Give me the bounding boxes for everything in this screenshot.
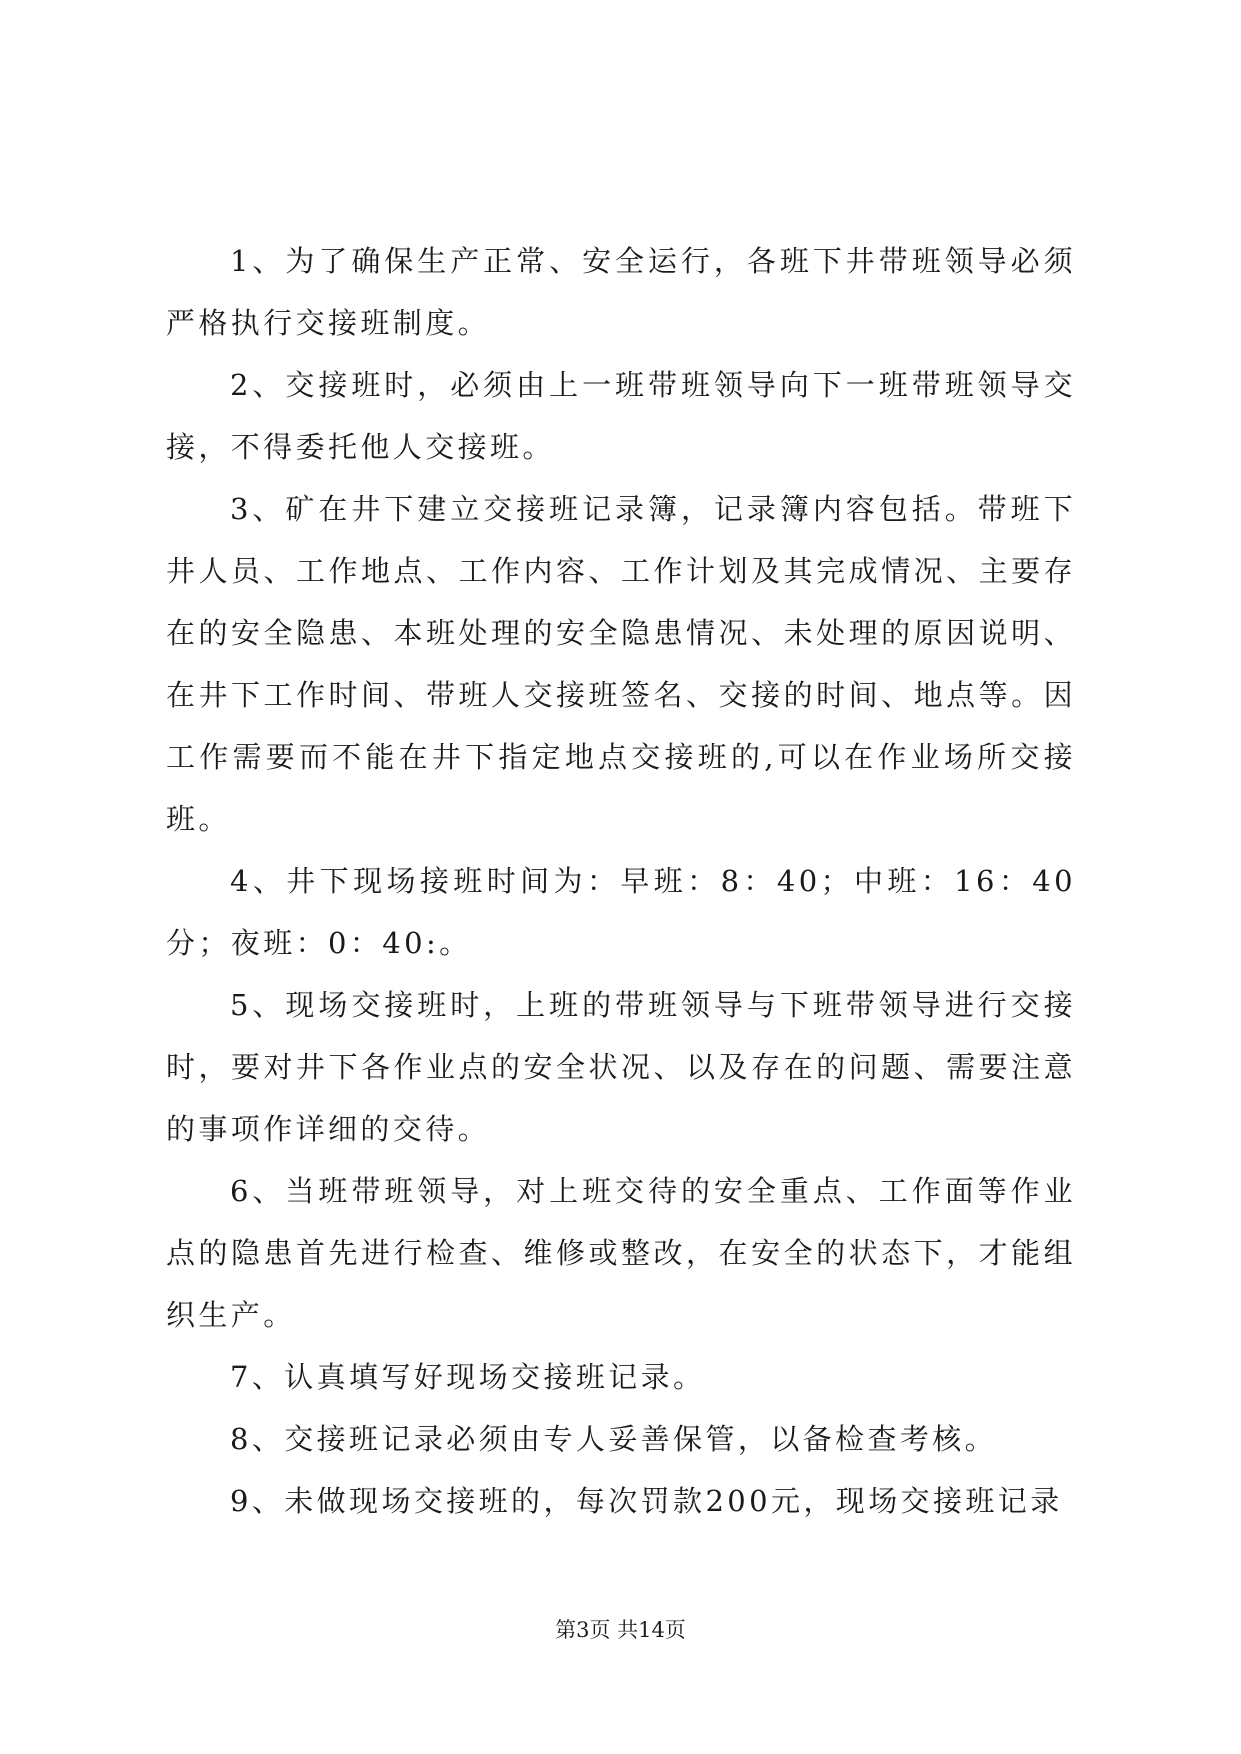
paragraph-1: 1、为了确保生产正常、安全运行，各班下井带班领导必须严格执行交接班制度。 — [166, 244, 1076, 340]
paragraph-4: 4、井下现场接班时间为：早班：8：40；中班：16：40分；夜班：0：40:。 — [166, 864, 1076, 960]
paragraph-2: 2、交接班时，必须由上一班带班领导向下一班带班领导交接，不得委托他人交接班。 — [166, 368, 1076, 464]
document-body — [166, 230, 1076, 1532]
paragraph-9: 9、未做现场交接班的，每次罚款200元，现场交接班记录 — [230, 1484, 1063, 1518]
paragraph-7: 7、认真填写好现场交接班记录。 — [230, 1360, 706, 1394]
paragraph-8: 8、交接班记录必须由专人妥善保管，以备检查考核。 — [230, 1422, 998, 1456]
paragraph-5: 5、现场交接班时，上班的带班领导与下班带领导进行交接时，要对井下各作业点的安全状况、以及存在的问题、需要注意的事项作详细的交待。 — [166, 988, 1076, 1146]
paragraph-6: 6、当班带班领导，对上班交待的安全重点、工作面等作业点的隐患首先进行检查、维修或整改，在安全的状态下，才能组织生产。 — [166, 1174, 1076, 1332]
paragraph-3: 3、矿在井下建立交接班记录簿，记录簿内容包括。带班下井人员、工作地点、工作内容、工作计划及其完成情况、主要存在的安全隐患、本班处理的安全隐患情况、未处理的原因说明、在井下工作时间、带班人交接班签名、交接的时间、地点等。因工作需要而不能在井下指定地点交接班的,可以在作业场所交接班。 — [166, 492, 1076, 836]
page-number-footer: 第3页 共14页 — [555, 1618, 686, 1642]
